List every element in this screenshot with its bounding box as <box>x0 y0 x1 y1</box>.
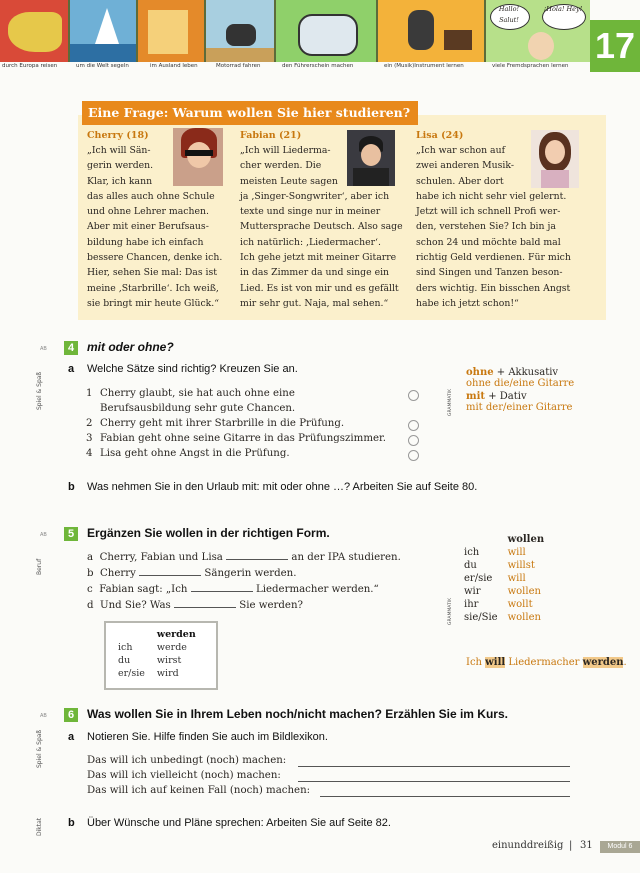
grammar-ohne-example: ohne die/eine Gitarre <box>466 378 575 389</box>
answer-blank[interactable] <box>226 551 288 560</box>
fabian-photo <box>347 130 395 186</box>
checkbox-4[interactable] <box>408 450 419 461</box>
abroad-picture <box>138 0 204 62</box>
verb-form: willst <box>507 560 535 571</box>
strip-caption: ein (Musik)Instrument lernen <box>384 63 464 69</box>
pronoun: du <box>464 560 477 571</box>
sentence-end: Sie werden? <box>239 600 303 611</box>
item-number: 1 <box>86 388 93 399</box>
pronoun: sie/Sie <box>464 612 498 623</box>
task-instruction: Welche Sätze sind richtig? Kreuzen Sie an. <box>87 363 298 375</box>
write-line-input[interactable] <box>320 796 570 797</box>
person-text-cherry: „Ich will Sän- gerin werden. Klar, ich kann das alles auch ohne Schule und ohne Lehrer machen. Aber mit einer Berufsaus- bildung habe ich einfach bessere Chancen, denke ich. Hier, sehen Sie mal: Das ist meine ‚Starbrille‘. Ich weiß, sie bringt mir heute Glück.“ <box>87 145 223 309</box>
sentence-start: Und Sie? Was <box>100 600 171 611</box>
verb-form: will <box>507 573 526 584</box>
item-text: Lisa geht ohne Angst in die Prüfung. <box>100 448 290 459</box>
answer-blank[interactable] <box>191 583 253 592</box>
checkbox-1[interactable] <box>408 390 419 401</box>
gap-sentence-b <box>87 567 296 579</box>
sentence-end: an der IPA studieren. <box>291 552 401 563</box>
motorcycle-picture <box>206 0 274 62</box>
item-letter: c <box>87 584 93 595</box>
example-mid: Liedermacher <box>505 657 583 668</box>
task-instruction: Über Wünsche und Pläne sprechen: Arbeiten Sie auf Seite 82. <box>87 817 391 829</box>
item-text: Cherry glaubt, sie hat auch ohne eine <box>100 388 295 399</box>
pronoun: du <box>118 655 131 666</box>
grammar-ohne: ohne <box>466 367 494 378</box>
task-instruction: Was nehmen Sie in den Urlaub mit: mit oder ohne …? Arbeiten Sie auf Seite 80. <box>87 481 478 493</box>
grammar-ohne-case: + Akkusativ <box>496 367 559 378</box>
gap-sentence-d <box>87 599 303 611</box>
checkbox-3[interactable] <box>408 435 419 446</box>
grammar-mit: mit <box>466 391 485 402</box>
instrument-picture <box>378 0 484 62</box>
task-letter: b <box>68 817 75 829</box>
strip-caption: um die Welt segeln <box>76 63 129 69</box>
pronoun: wir <box>464 586 481 597</box>
pronoun: er/sie <box>118 668 145 679</box>
write-line-label: Das will ich unbedingt (noch) machen: <box>87 755 287 766</box>
pronoun: ich <box>464 547 480 558</box>
write-line-2 <box>87 770 281 781</box>
verb-form: wollen <box>507 612 541 623</box>
interview-title: Eine Frage: Warum wollen Sie hier studieren? <box>82 101 418 125</box>
example-will: will <box>485 657 506 668</box>
exercise-number: 6 <box>64 708 78 722</box>
item-number: 3 <box>86 433 93 444</box>
task-letter: b <box>68 481 75 493</box>
sentence-end: Sängerin werden. <box>204 568 297 579</box>
write-line-1 <box>87 755 286 766</box>
grammar-label: GRAMMATIK <box>448 388 453 416</box>
cherry-photo <box>173 128 223 186</box>
page-number: 31 <box>580 840 593 851</box>
verb-form: werde <box>156 642 187 653</box>
speech-bubble-1: Hallo! Salut! <box>498 5 520 24</box>
pronoun: ihr <box>464 599 479 610</box>
grammar-example-sentence <box>466 657 627 668</box>
item-number: 2 <box>86 418 93 429</box>
exercise-number: 4 <box>64 341 78 355</box>
verb-form: wirst <box>156 655 182 666</box>
pronoun: er/sie <box>464 573 493 584</box>
write-line-input[interactable] <box>298 766 570 767</box>
item-number: 4 <box>86 448 93 459</box>
write-line-label: Das will ich vielleicht (noch) machen: <box>87 770 281 781</box>
gap-sentence-a <box>87 551 401 563</box>
exercise-number: 5 <box>64 527 78 541</box>
task-letter: a <box>68 731 75 743</box>
exercise-title: mit oder ohne? <box>87 340 174 354</box>
grammar-label: GRAMMATIK <box>448 597 453 625</box>
item-letter: b <box>87 568 94 579</box>
write-line-3 <box>87 785 310 796</box>
sentence-end: Liedermacher werden.“ <box>255 584 379 595</box>
example-werden: werden <box>582 657 624 668</box>
exercise-title: Ergänzen Sie wollen in der richtigen Form. <box>87 526 330 540</box>
werden-table-box <box>104 621 218 690</box>
footer-separator: | <box>569 840 573 851</box>
person-name-cherry: Cherry (18) <box>87 130 149 141</box>
verb-form: wollt <box>507 599 533 610</box>
side-label: Beruf <box>36 558 43 575</box>
pronoun: ich <box>118 642 133 653</box>
werden-title: werden <box>156 629 196 640</box>
person-name-fabian: Fabian (21) <box>240 130 302 141</box>
ab-label: AB <box>40 532 47 538</box>
strip-caption: viele Fremdsprachen lernen <box>492 63 569 69</box>
strip-caption: Motorrad fahren <box>216 63 261 69</box>
sailing-picture <box>70 0 136 62</box>
person-name-lisa: Lisa (24) <box>416 130 464 141</box>
side-label: Spiel & Spaß <box>36 729 43 768</box>
lisa-photo <box>531 130 579 188</box>
exercise-title: Was wollen Sie in Ihrem Leben noch/nicht machen? Erzählen Sie im Kurs. <box>87 707 508 721</box>
strip-caption: den Führerschein machen <box>282 63 354 69</box>
strip-caption: durch Europa reisen <box>2 63 58 69</box>
write-line-input[interactable] <box>298 781 570 782</box>
side-label: Spiel & Spaß <box>36 371 43 410</box>
grammar-box-ohne <box>466 367 574 413</box>
sentence-start: Fabian sagt: „Ich <box>99 584 188 595</box>
item-text: Cherry geht mit ihrer Starbrille in die Prüfung. <box>100 418 345 429</box>
gap-sentence-c <box>87 583 379 595</box>
verb-form: wird <box>156 668 179 679</box>
task-letter: a <box>68 363 75 375</box>
task-instruction: Notieren Sie. Hilfe finden Sie auch im Bildlexikon. <box>87 731 328 743</box>
item-letter: d <box>87 600 94 611</box>
person-text-fabian: „Ich will Liederma- cher werden. Die meisten Leute sagen ja ‚Singer-Songwriter‘, aber ich texte und singe nur in meiner Muttersprache Deutsch. Also sage ich natürlich: ‚Liedermacher‘. Ich gehe jetzt mit meiner Gitarre in das Zimmer da und singe ein Lied. Es ist von mir und es gefällt mir sehr gut. Naja, mal sehen.“ <box>240 145 403 309</box>
page-word: einunddreißig <box>492 840 564 851</box>
item-text: Berufsausbildung sehr gute Chancen. <box>100 403 296 414</box>
languages-picture <box>486 0 590 62</box>
strip-caption: im Ausland leben <box>150 63 198 69</box>
answer-blank[interactable] <box>139 567 201 576</box>
item-letter: a <box>87 552 94 563</box>
wollen-table <box>464 533 554 624</box>
speech-bubble-2: ¡Hola! Hey! <box>543 5 583 13</box>
ab-label: AB <box>40 346 47 352</box>
answer-blank[interactable] <box>174 599 236 608</box>
grammar-mit-example: mit der/einer Gitarre <box>466 402 573 413</box>
unit-number: 17 <box>590 20 640 72</box>
example-pre: Ich <box>466 657 486 668</box>
person-text-lisa: „Ich war schon auf zwei anderen Musik- schulen. Aber dort habe ich nicht sehr viel gelernt. Jetzt will ich schnell Profi wer- den, verstehen Sie? Ich bin ja schon 24 und möchte bald mal richtig Geld verdienen. Für mich sind Singen und Tanzen beson- ders wichtig. Ein bisschen Angst habe ich jetzt schon!“ <box>416 145 571 309</box>
item-text: Fabian geht ohne seine Gitarre in das Prüfungszimmer. <box>100 433 386 444</box>
sentence-start: Cherry <box>100 568 136 579</box>
checkbox-2[interactable] <box>408 420 419 431</box>
verb-form: wollen <box>507 586 541 597</box>
ab-label: AB <box>40 713 47 719</box>
grammar-mit-case: + Dativ <box>488 391 527 402</box>
write-line-label: Das will ich auf keinen Fall (noch) machen: <box>87 785 311 796</box>
top-picture-strip <box>0 0 590 62</box>
europe-map-picture <box>0 0 68 62</box>
example-end: . <box>623 657 627 668</box>
wollen-title: wollen <box>507 534 545 545</box>
driving-license-picture <box>276 0 376 62</box>
verb-form: will <box>507 547 526 558</box>
modul-badge: Modul 6 <box>600 841 640 853</box>
sentence-start: Cherry, Fabian und Lisa <box>99 552 223 563</box>
side-label: Diktat <box>36 817 43 836</box>
